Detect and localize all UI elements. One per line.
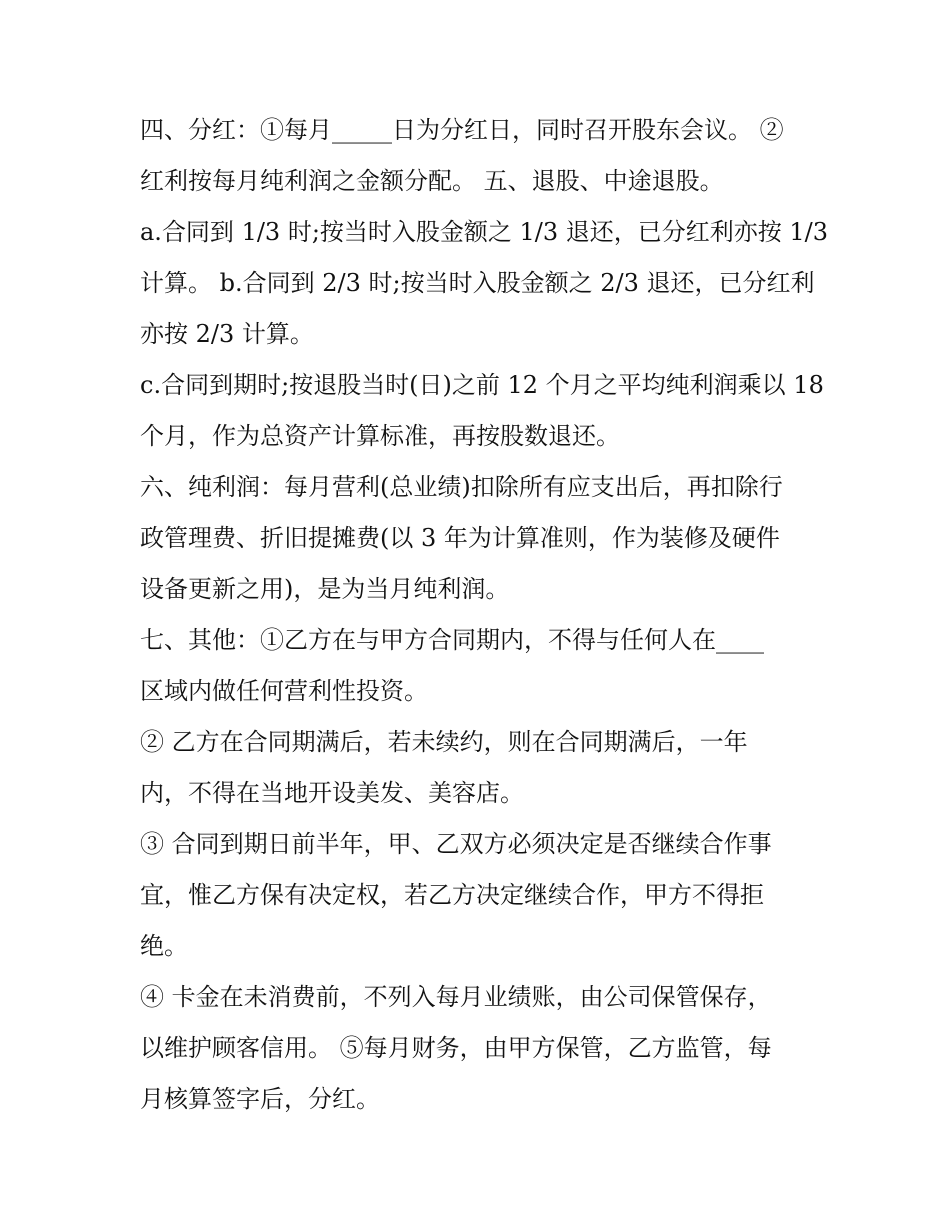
text-line-net-profit-cont-2: 设备更新之用)，是为当月纯利润。 (140, 575, 510, 603)
text-line-withdrawal-c: c.合同到期时;按退股当时(日)之前 12 个月之平均纯利润乘以 18 (140, 371, 824, 399)
text-line-other-3-cont-1: 宜，惟乙方保有决定权，若乙方决定继续合作，甲方不得拒 (140, 881, 764, 909)
text-line-withdrawal-b: 计算。 b.合同到 2/3 时;按当时入股金额之 2/3 退还，已分红利 (140, 269, 815, 297)
text-line-other-4: ④ 卡金在未消费前，不列入每月业绩账，由公司保管保存， (140, 983, 772, 1011)
text-line-withdrawal-a: a.合同到 1/3 时;按当时入股金额之 1/3 退还，已分红利亦按 1/3 (140, 218, 829, 246)
text-line-other-4-5: 以维护顾客信用。 ⑤每月财务，由甲方保管，乙方监管，每 (140, 1034, 772, 1062)
text-line-other-3: ③ 合同到期日前半年，甲、乙双方必须决定是否继续合作事 (140, 830, 772, 858)
text-line-withdrawal-c-cont: 个月，作为总资产计算标准，再按股数退还。 (140, 422, 620, 450)
text-line-other-2-cont: 内，不得在当地开设美发、美容店。 (140, 779, 524, 807)
document-body (140, 105, 840, 1125)
text-line-dividend-clause: 四、分红：①每月_____日为分红日，同时召开股东会议。 ② (140, 116, 784, 144)
text-line-other-1-cont: 区域内做任何营利性投资。 (140, 677, 428, 705)
text-line-withdrawal-b-cont: 亦按 2/3 计算。 (140, 320, 314, 348)
text-line-other-2: ② 乙方在合同期满后，若未续约，则在合同期满后，一年 (140, 728, 748, 756)
text-line-net-profit: 六、纯利润：每月营利(总业绩)扣除所有应支出后，再扣除行 (140, 473, 783, 501)
text-line-other-5-cont: 月核算签字后，分红。 (140, 1085, 380, 1113)
text-line-net-profit-cont-1: 政管理费、折旧提摊费(以 3 年为计算准则，作为装修及硬件 (140, 524, 780, 552)
text-line-other-3-cont-2: 绝。 (140, 932, 188, 960)
text-line-dividend-allocation: 红利按每月纯利润之金额分配。 五、退股、中途退股。 (140, 167, 724, 195)
text-line-other-1: 七、其他：①乙方在与甲方合同期内，不得与任何人在____ (140, 626, 764, 654)
